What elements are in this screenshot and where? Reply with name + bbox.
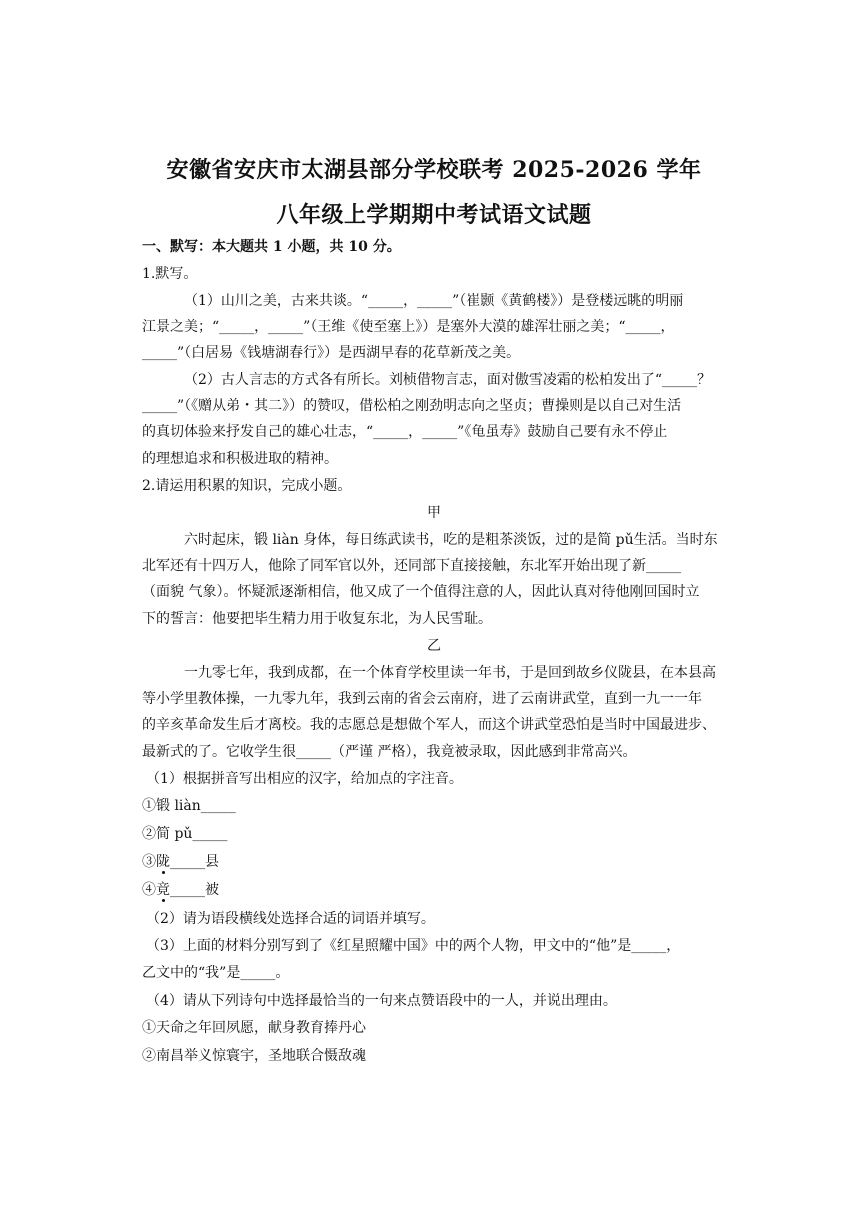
q2-item4-number: ④: [142, 882, 156, 898]
passage-yi-line1: 一九零七年，我到成都，在一个体育学校里读一年书，于是回到故乡仪陇县，在本县高: [184, 665, 716, 681]
q2-item3-number: ③: [142, 854, 156, 870]
q1-part1-line1: （1）山川之美，古来共谈。“_____，_____”（崔颢《黄鹤楼》）是登楼远眺的明丽: [184, 293, 684, 309]
q2-poem-option2: ②南昌举义惊寰宇，圣地联合慑敌魂: [142, 1048, 366, 1064]
passage-jia-line3: （面貌 气象）。怀疑派逐渐相信，他又成了一个值得注意的人，因此认真对待他刚回国时立: [142, 584, 700, 600]
exam-title-line1: 安徽省安庆市太湖县部分学校联考 2025-2026 学年: [166, 157, 702, 183]
q1-part2-line2: _____”（《赠从弟・其二》）的赞叹，借松柏之刚劲明志向之坚贞；曹操则是以自己对生活: [142, 398, 682, 414]
q2-item4-blank: _____被: [170, 882, 219, 898]
q2-subquestion3-line1: （3）上面的材料分别写到了《红星照耀中国》中的两个人物，甲文中的“他”是_____，: [146, 938, 681, 954]
passage-yi-line2: 等小学里教体操，一九零九年，我到云南的省会云南府，进了云南讲武堂，直到一九一一年: [142, 691, 702, 707]
q2-item3: [142, 853, 219, 871]
q2-item3-blank: _____县: [170, 854, 219, 870]
q2-item1: ①锻 liàn_____: [142, 798, 236, 814]
section1-heading: 一、默写：本大题共 1 小题，共 10 分。: [142, 239, 401, 255]
passage-jia-line2: 北军还有十四万人，他除了同军官以外，还同部下直接接触，东北军开始出现了新_____: [142, 558, 681, 574]
question2-label: 2.请运用积累的知识，完成小题。: [142, 478, 352, 494]
passage-jia-label: 甲: [427, 505, 441, 521]
passage-jia-line1: 六时起床，锻 liàn 身体，每日练武读书，吃的是粗茶淡饭，过的是简 pǔ生活。当时东: [184, 532, 718, 548]
q1-part2-line4: 的理想追求和积极进取的精神。: [142, 451, 338, 467]
q2-subquestion3-line2: 乙文中的“我”是_____。: [142, 965, 290, 981]
q1-part2-line3: 的真切体验来抒发自己的雄心壮志，“_____，_____”《龟虽寿》鼓励自己要有永不停止: [142, 424, 668, 440]
q2-item4: [142, 881, 219, 899]
passage-yi-label: 乙: [427, 638, 441, 654]
q2-poem-option1: ①天命之年回夙愿，献身教育捧丹心: [142, 1020, 366, 1036]
q1-part2-line1: （2）古人言志的方式各有所长。刘桢借物言志，面对傲雪凌霜的松柏发出了“_____？: [184, 372, 712, 388]
q2-subquestion1: （1）根据拼音写出相应的汉字，给加点的字注音。: [146, 771, 463, 787]
q2-item4-dotted-char: 竟: [156, 882, 170, 898]
passage-yi-line3: 的辛亥革命发生后才离校。我的志愿总是想做个军人，而这个讲武堂恐怕是当时中国最进步、: [142, 717, 716, 733]
passage-jia-line4: 下的誓言：他要把毕生精力用于收复东北，为人民雪耻。: [142, 611, 492, 627]
question1-label: 1.默写。: [142, 266, 198, 282]
q2-subquestion2: （2）请为语段横线处选择合适的词语并填写。: [146, 911, 435, 927]
q1-part1-line2: 江景之美；“_____，_____”（王维《使至塞上》）是塞外大漠的雄浑壮丽之美；“_____，: [142, 319, 675, 335]
q2-item3-dotted-char: 陇: [156, 854, 170, 870]
exam-title-line2: 八年级上学期期中考试语文试题: [276, 202, 592, 228]
q2-subquestion4: （4）请从下列诗句中选择最恰当的一句来点赞语段中的一人，并说出理由。: [146, 993, 617, 1009]
q1-part1-line3: _____”（白居易《钱塘湖春行》）是西湖早春的花草新茂之美。: [142, 345, 521, 361]
passage-yi-line4: 最新式的了。它收学生很_____（严谨 严格），我竟被录取，因此感到非常高兴。: [142, 744, 637, 760]
q2-item2: ②简 pǔ_____: [142, 826, 228, 842]
